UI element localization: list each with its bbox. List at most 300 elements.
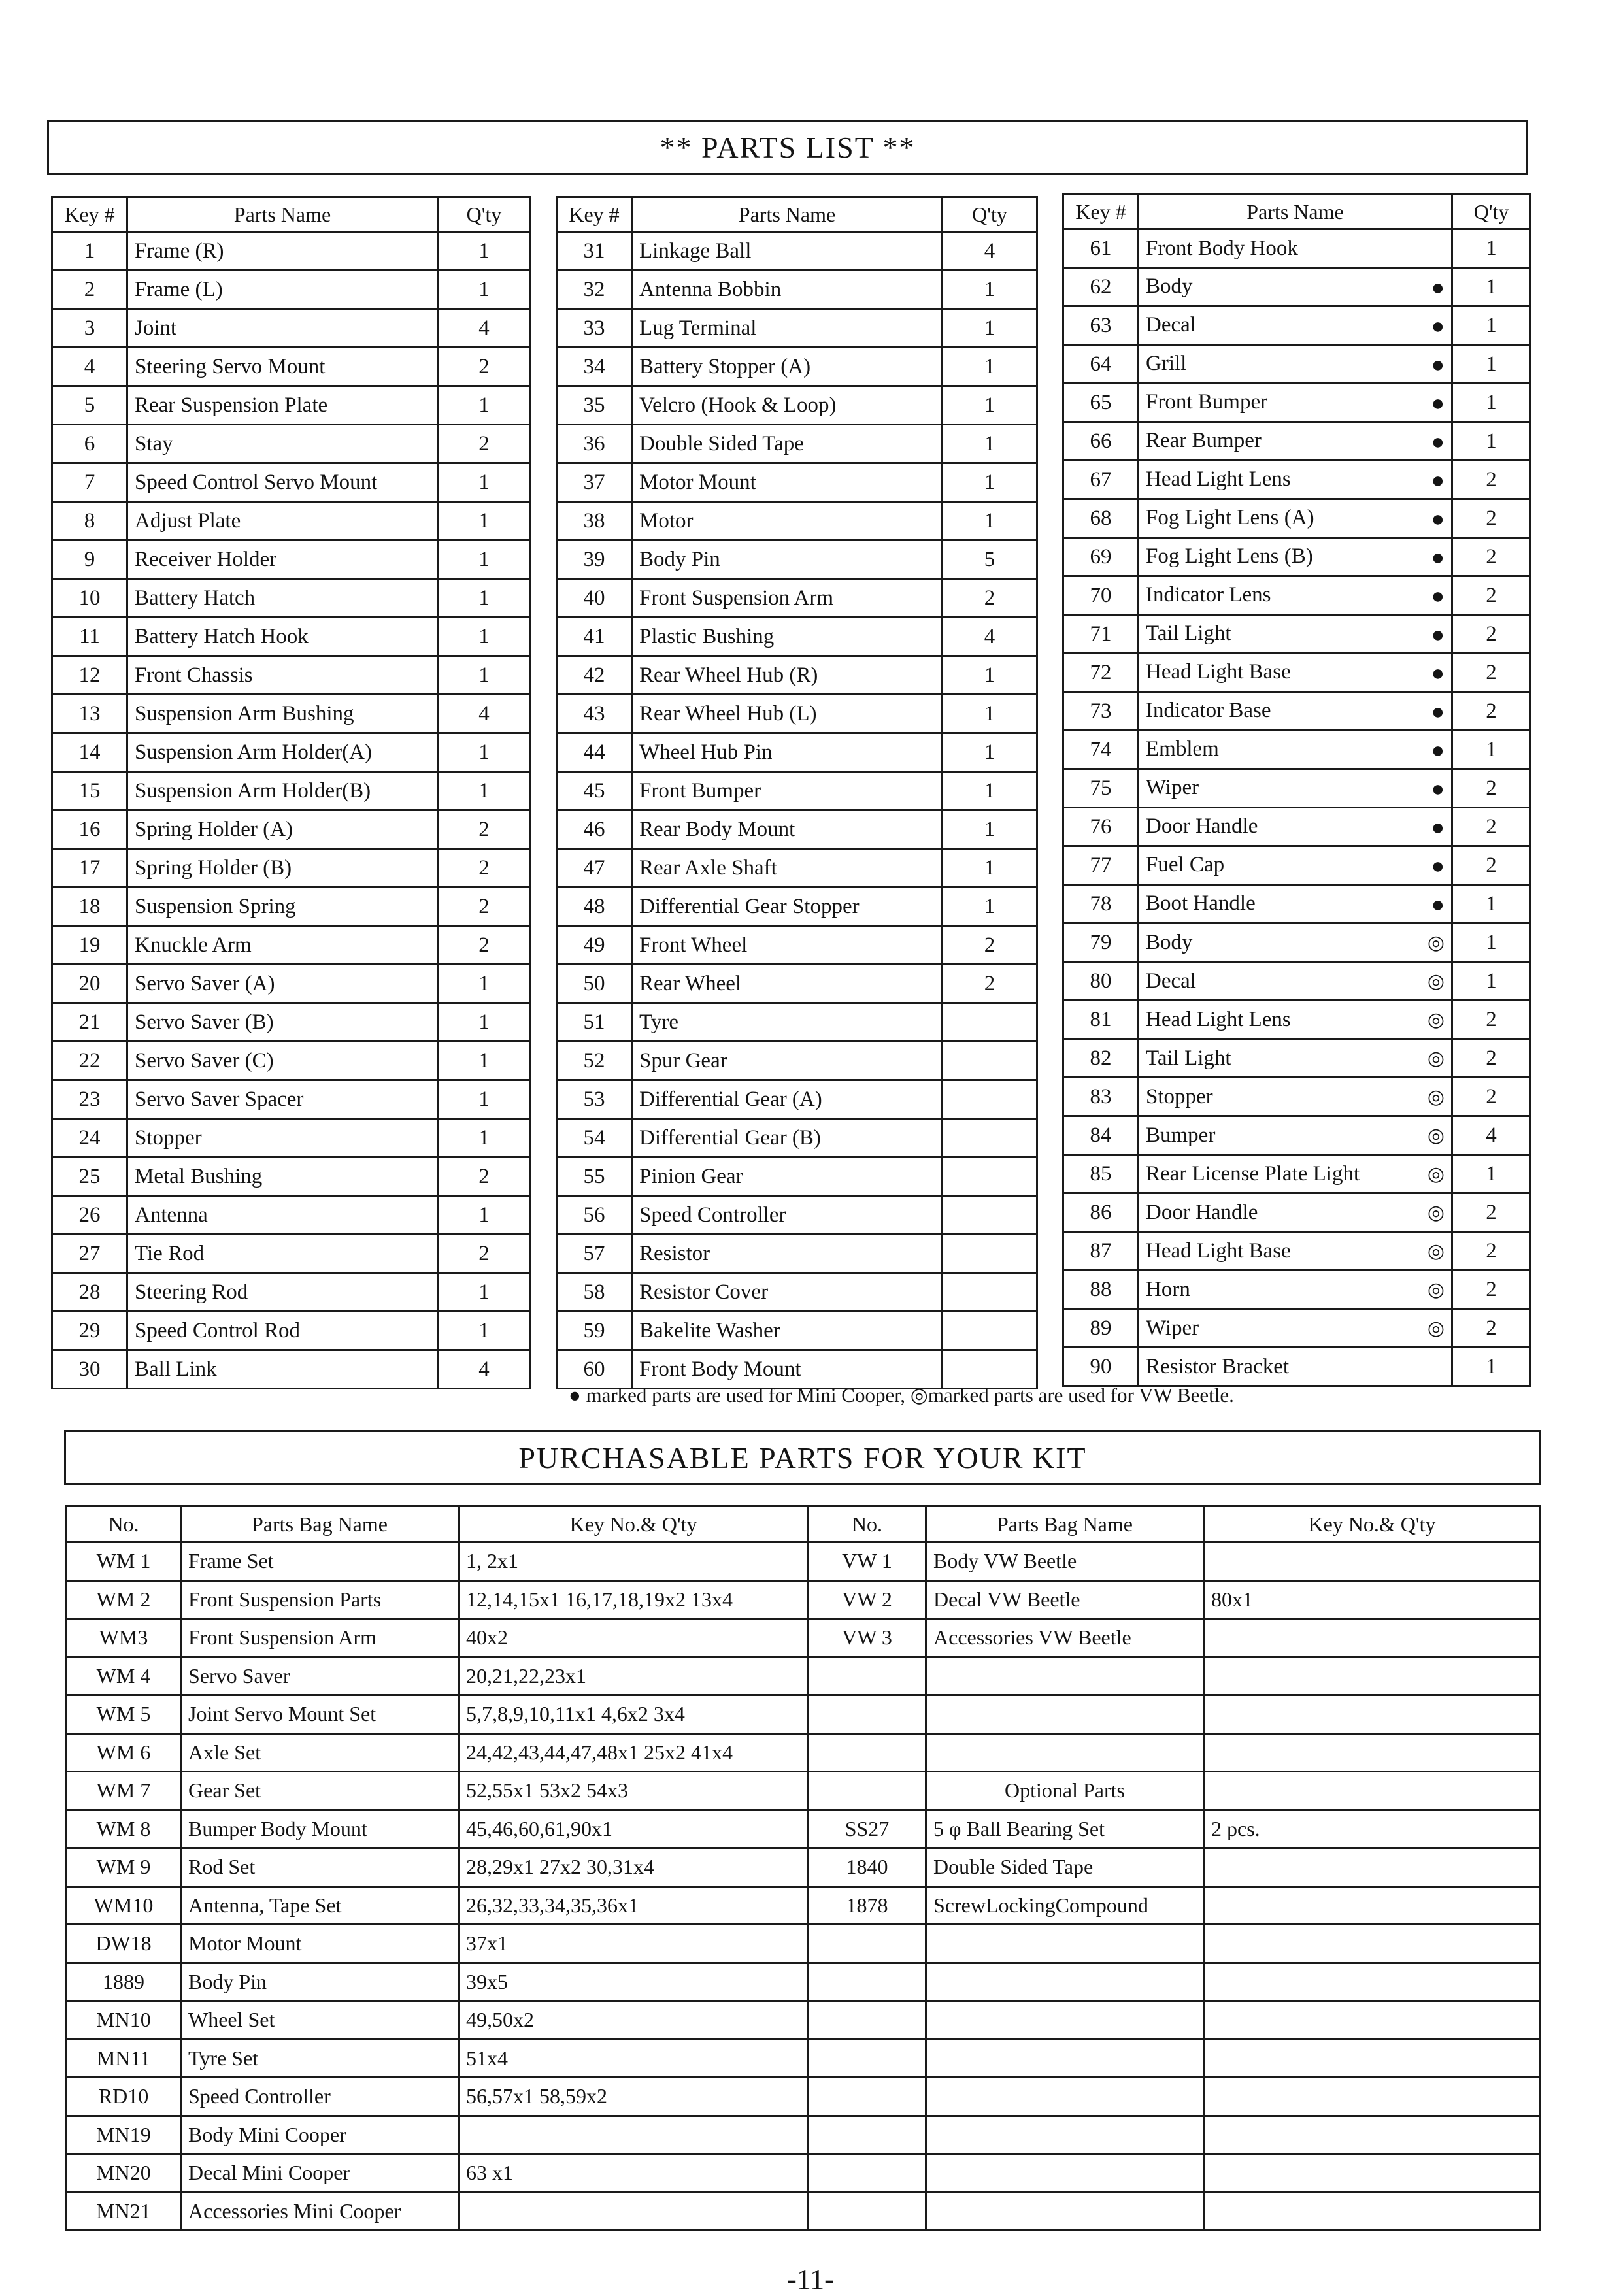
part-qty: 2 — [1452, 769, 1531, 808]
bag-no: WM 4 — [67, 1657, 181, 1695]
key-qty-2 — [1204, 2116, 1541, 2154]
part-name — [1139, 268, 1452, 307]
part-name — [1139, 654, 1452, 692]
key-qty-2 — [1204, 1733, 1541, 1772]
part-name — [632, 463, 943, 502]
bag-name-2: ScrewLockingCompound — [926, 1886, 1204, 1925]
parts-row — [1063, 538, 1531, 576]
part-qty: 1 — [438, 965, 531, 1003]
part-qty: 2 — [1452, 808, 1531, 846]
part-key: 35 — [557, 386, 632, 425]
part-name-text: Spring Holder (A) — [135, 817, 293, 841]
part-key: 8 — [52, 502, 127, 541]
part-name — [632, 1273, 943, 1312]
mini-cooper-mark-icon: ● — [1431, 661, 1445, 686]
part-key: 27 — [52, 1235, 127, 1273]
bag-no-2 — [809, 1695, 926, 1734]
bag-no: WM3 — [67, 1619, 181, 1657]
bag-no: WM10 — [67, 1886, 181, 1925]
parts-row — [52, 1273, 531, 1312]
part-name — [632, 849, 943, 888]
vw-beetle-mark-icon: ◎ — [1427, 1163, 1445, 1185]
parts-row — [52, 965, 531, 1003]
vw-beetle-mark-icon: ◎ — [1427, 1240, 1445, 1262]
part-name-text: Lug Terminal — [639, 316, 757, 340]
purchasable-row — [67, 1810, 1541, 1848]
bag-name-2: Double Sided Tape — [926, 1848, 1204, 1887]
bag-name-2: 5 φ Ball Bearing Set — [926, 1810, 1204, 1848]
part-key: 3 — [52, 309, 127, 348]
part-name-text: Body — [1146, 930, 1193, 954]
parts-row — [557, 849, 1037, 888]
bag-name: Motor Mount — [181, 1925, 459, 1963]
part-key: 66 — [1063, 422, 1139, 461]
part-name-text: Antenna — [135, 1203, 208, 1227]
header-parts-name: Parts Name — [632, 197, 943, 232]
part-name-text: Front Suspension Arm — [639, 586, 834, 610]
part-name — [127, 1042, 438, 1080]
part-qty: 1 — [1452, 1348, 1531, 1386]
part-key: 12 — [52, 656, 127, 695]
parts-row — [52, 849, 531, 888]
parts-row — [52, 1119, 531, 1157]
header-parts-name: Parts Name — [1139, 195, 1452, 229]
key-qty — [459, 2116, 809, 2154]
part-name-text: Decal — [1146, 313, 1196, 337]
part-name — [1139, 615, 1452, 654]
parts-table-2 — [556, 196, 1038, 1389]
part-qty: 2 — [1452, 1271, 1531, 1309]
mini-cooper-mark-icon: ● — [1431, 893, 1445, 917]
parts-row — [1063, 576, 1531, 615]
part-name-text: Joint — [135, 316, 177, 340]
mini-cooper-mark-icon: ● — [1431, 391, 1445, 416]
bag-name: Front Suspension Parts — [181, 1580, 459, 1619]
part-name — [1139, 1232, 1452, 1271]
key-qty: 49,50x2 — [459, 2001, 809, 2040]
part-key: 28 — [52, 1273, 127, 1312]
part-key: 16 — [52, 810, 127, 849]
parts-row — [557, 810, 1037, 849]
purchasable-row — [67, 2154, 1541, 2193]
bag-no-2 — [809, 2116, 926, 2154]
part-name-text: Frame (R) — [135, 239, 224, 263]
part-name-text: Servo Saver (C) — [135, 1048, 274, 1073]
part-qty: 1 — [438, 1042, 531, 1080]
key-qty: 20,21,22,23x1 — [459, 1657, 809, 1695]
bag-name-2: Body VW Beetle — [926, 1542, 1204, 1581]
part-key: 84 — [1063, 1116, 1139, 1155]
part-name — [127, 425, 438, 463]
part-key: 76 — [1063, 808, 1139, 846]
part-name — [632, 656, 943, 695]
part-key: 41 — [557, 618, 632, 656]
part-qty: 1 — [943, 695, 1037, 733]
parts-row — [52, 618, 531, 656]
part-name — [127, 502, 438, 541]
parts-row — [1063, 1232, 1531, 1271]
part-key: 57 — [557, 1235, 632, 1273]
part-qty: 2 — [1452, 1001, 1531, 1039]
part-name-text: Suspension Arm Bushing — [135, 701, 354, 725]
parts-row — [52, 656, 531, 695]
header-bag-name: Parts Bag Name — [181, 1506, 459, 1542]
part-name-text: Head Light Lens — [1146, 1007, 1291, 1031]
part-key: 85 — [1063, 1155, 1139, 1193]
part-name-text: Front Bumper — [639, 778, 761, 803]
bag-name: Frame Set — [181, 1542, 459, 1581]
key-qty: 63 x1 — [459, 2154, 809, 2193]
part-name-text: Stopper — [135, 1125, 202, 1150]
part-key: 24 — [52, 1119, 127, 1157]
part-name-text: Servo Saver Spacer — [135, 1087, 304, 1111]
part-name-text: Rear Wheel Hub (L) — [639, 701, 817, 725]
part-key: 5 — [52, 386, 127, 425]
part-name-text: Servo Saver (A) — [135, 971, 275, 995]
part-qty: 2 — [943, 926, 1037, 965]
part-key: 86 — [1063, 1193, 1139, 1232]
part-name-text: Indicator Lens — [1146, 583, 1271, 607]
part-name — [127, 772, 438, 810]
part-name — [632, 271, 943, 309]
part-key: 40 — [557, 579, 632, 618]
part-qty: 1 — [943, 271, 1037, 309]
purchasable-row — [67, 1886, 1541, 1925]
part-qty: 1 — [438, 502, 531, 541]
bag-no: MN11 — [67, 2039, 181, 2078]
purchasable-title-box — [64, 1430, 1541, 1485]
part-name-text: Suspension Arm Holder(B) — [135, 778, 371, 803]
part-name — [127, 1350, 438, 1389]
part-name — [127, 271, 438, 309]
parts-row — [52, 1157, 531, 1196]
part-qty: 1 — [438, 1273, 531, 1312]
part-name-text: Rear Bumper — [1146, 429, 1262, 452]
part-name — [1139, 846, 1452, 885]
part-name — [1139, 962, 1452, 1001]
purchasable-row — [67, 2039, 1541, 2078]
parts-row — [1063, 268, 1531, 307]
part-key: 4 — [52, 348, 127, 386]
parts-row — [52, 1312, 531, 1350]
part-key: 49 — [557, 926, 632, 965]
part-key: 81 — [1063, 1001, 1139, 1039]
part-name-text: Plastic Bushing — [639, 624, 775, 648]
mini-cooper-mark-icon: ● — [1431, 700, 1445, 724]
part-key: 26 — [52, 1196, 127, 1235]
part-key: 75 — [1063, 769, 1139, 808]
part-name-text: Door Handle — [1146, 1200, 1258, 1224]
key-qty: 52,55x1 53x2 54x3 — [459, 1772, 809, 1810]
parts-row — [52, 463, 531, 502]
part-name — [1139, 307, 1452, 345]
mini-cooper-mark-icon: ● — [1431, 623, 1445, 647]
bag-name-2: Decal VW Beetle — [926, 1580, 1204, 1619]
bag-name: Axle Set — [181, 1733, 459, 1772]
parts-row — [52, 810, 531, 849]
parts-table-3 — [1062, 193, 1531, 1387]
parts-row — [557, 386, 1037, 425]
bag-name-2 — [926, 1657, 1204, 1695]
parts-row — [52, 348, 531, 386]
key-qty: 12,14,15x1 16,17,18,19x2 13x4 — [459, 1580, 809, 1619]
part-name — [1139, 808, 1452, 846]
part-key: 44 — [557, 733, 632, 772]
part-key: 87 — [1063, 1232, 1139, 1271]
bag-name-2 — [926, 1925, 1204, 1963]
part-key: 78 — [1063, 885, 1139, 923]
mini-cooper-mark-icon: ● — [1431, 469, 1445, 493]
part-key: 46 — [557, 810, 632, 849]
part-name — [127, 965, 438, 1003]
part-qty: 1 — [943, 810, 1037, 849]
bag-name-2 — [926, 2192, 1204, 2231]
part-name-text: Suspension Arm Holder(A) — [135, 740, 372, 764]
header-key: Key # — [1063, 195, 1139, 229]
parts-row — [557, 502, 1037, 541]
key-qty-2 — [1204, 1963, 1541, 2001]
parts-row — [557, 733, 1037, 772]
vw-beetle-mark-icon: ◎ — [1427, 1047, 1445, 1069]
key-qty-2 — [1204, 1657, 1541, 1695]
part-key: 9 — [52, 541, 127, 579]
part-name — [1139, 731, 1452, 769]
parts-row — [557, 541, 1037, 579]
bag-name: Tyre Set — [181, 2039, 459, 2078]
part-qty: 2 — [1452, 846, 1531, 885]
purchasable-row — [67, 1580, 1541, 1619]
bag-no: WM 6 — [67, 1733, 181, 1772]
bag-no: WM 2 — [67, 1580, 181, 1619]
purchasable-row — [67, 1619, 1541, 1657]
part-qty: 2 — [438, 810, 531, 849]
part-name-text: Differential Gear (A) — [639, 1087, 822, 1111]
part-name-text: Spur Gear — [639, 1048, 727, 1073]
header-no: No. — [809, 1506, 926, 1542]
part-name — [632, 502, 943, 541]
bag-no: 1889 — [67, 1963, 181, 2001]
key-qty-2 — [1204, 1886, 1541, 1925]
part-name — [632, 1119, 943, 1157]
part-key: 1 — [52, 232, 127, 271]
part-name-text: Tyre — [639, 1010, 678, 1034]
part-qty: 2 — [438, 1235, 531, 1273]
part-name — [1139, 1348, 1452, 1386]
part-qty: 4 — [438, 1350, 531, 1389]
parts-row — [52, 309, 531, 348]
part-name-text: Velcro (Hook & Loop) — [639, 393, 837, 417]
part-name — [1139, 1116, 1452, 1155]
key-qty-2 — [1204, 1848, 1541, 1887]
part-name — [1139, 923, 1452, 962]
part-qty: 2 — [438, 849, 531, 888]
part-name — [632, 1235, 943, 1273]
part-name — [127, 348, 438, 386]
part-qty: 1 — [943, 733, 1037, 772]
part-name-text: Rear Body Mount — [639, 817, 795, 841]
part-name — [127, 541, 438, 579]
part-qty: 1 — [1452, 885, 1531, 923]
bag-no-2 — [809, 2039, 926, 2078]
purchasable-title: PURCHASABLE PARTS FOR YOUR KIT — [518, 1440, 1087, 1474]
bag-name: Speed Controller — [181, 2078, 459, 2116]
part-name-text: Bakelite Washer — [639, 1318, 780, 1342]
part-qty: 2 — [1452, 461, 1531, 499]
key-qty: 51x4 — [459, 2039, 809, 2078]
part-qty — [943, 1157, 1037, 1196]
part-name — [632, 579, 943, 618]
bag-name: Body Mini Cooper — [181, 2116, 459, 2154]
purchasable-row — [67, 1925, 1541, 1963]
part-name — [127, 849, 438, 888]
key-qty: 56,57x1 58,59x2 — [459, 2078, 809, 2116]
parts-row — [52, 1003, 531, 1042]
part-name-text: Steering Rod — [135, 1280, 248, 1304]
part-name — [632, 888, 943, 926]
part-key: 19 — [52, 926, 127, 965]
vw-beetle-mark-icon: ◎ — [1427, 1317, 1445, 1339]
part-name — [632, 1042, 943, 1080]
mini-cooper-mark-icon: ● — [1431, 777, 1445, 801]
parts-row — [52, 232, 531, 271]
part-name — [1139, 345, 1452, 384]
part-name-text: Speed Control Servo Mount — [135, 470, 378, 494]
parts-row — [557, 309, 1037, 348]
marking-legend: ● marked parts are used for Mini Cooper, ◎marked parts are used for VW Beetle. — [569, 1384, 1234, 1406]
bag-name-2 — [926, 2078, 1204, 2116]
part-qty: 1 — [438, 541, 531, 579]
part-name — [632, 1003, 943, 1042]
parts-row — [1063, 731, 1531, 769]
bag-name: Antenna, Tape Set — [181, 1886, 459, 1925]
part-key: 15 — [52, 772, 127, 810]
part-key: 48 — [557, 888, 632, 926]
part-name — [632, 386, 943, 425]
part-key: 20 — [52, 965, 127, 1003]
vw-beetle-mark-icon: ◎ — [1427, 970, 1445, 992]
key-qty-2 — [1204, 2001, 1541, 2040]
part-qty: 1 — [438, 579, 531, 618]
parts-row — [52, 541, 531, 579]
part-name-text: Head Light Base — [1146, 1239, 1291, 1263]
part-name-text: Front Body Hook — [1146, 236, 1298, 260]
bag-no: WM 5 — [67, 1695, 181, 1734]
parts-row — [557, 1312, 1037, 1350]
part-qty: 2 — [1452, 1232, 1531, 1271]
part-qty: 2 — [1452, 576, 1531, 615]
part-key: 90 — [1063, 1348, 1139, 1386]
part-name-text: Differential Gear (B) — [639, 1125, 821, 1150]
part-name — [127, 309, 438, 348]
bag-name: Bumper Body Mount — [181, 1810, 459, 1848]
part-key: 30 — [52, 1350, 127, 1389]
parts-row — [557, 1119, 1037, 1157]
parts-row — [52, 386, 531, 425]
part-qty: 1 — [1452, 307, 1531, 345]
part-name-text: Rear Suspension Plate — [135, 393, 328, 417]
part-name-text: Fog Light Lens (A) — [1146, 506, 1314, 529]
part-name-text: Double Sided Tape — [639, 431, 804, 456]
part-qty: 2 — [1452, 1039, 1531, 1078]
bag-no: DW18 — [67, 1925, 181, 1963]
part-name — [127, 386, 438, 425]
part-name-text: Rear License Plate Light — [1146, 1161, 1360, 1186]
part-qty: 1 — [438, 772, 531, 810]
part-name — [632, 772, 943, 810]
part-name — [127, 1196, 438, 1235]
bag-no-2: VW 2 — [809, 1580, 926, 1619]
parts-row — [1063, 1116, 1531, 1155]
mini-cooper-mark-icon: ● — [1431, 353, 1445, 377]
part-key: 31 — [557, 232, 632, 271]
part-qty: 1 — [1452, 422, 1531, 461]
part-qty: 4 — [943, 232, 1037, 271]
part-key: 65 — [1063, 384, 1139, 422]
part-key: 79 — [1063, 923, 1139, 962]
part-name — [1139, 461, 1452, 499]
key-qty-2: 80x1 — [1204, 1580, 1541, 1619]
key-qty-2 — [1204, 1695, 1541, 1734]
part-key: 17 — [52, 849, 127, 888]
part-qty: 2 — [438, 888, 531, 926]
part-name — [632, 733, 943, 772]
part-name-text: Differential Gear Stopper — [639, 894, 860, 918]
parts-row — [1063, 1193, 1531, 1232]
bag-no: WM 9 — [67, 1848, 181, 1887]
parts-row — [1063, 846, 1531, 885]
part-qty — [943, 1350, 1037, 1389]
part-qty: 2 — [438, 1157, 531, 1196]
part-qty: 1 — [1452, 731, 1531, 769]
mini-cooper-mark-icon: ● — [1431, 854, 1445, 878]
part-qty: 1 — [1452, 923, 1531, 962]
part-key: 71 — [1063, 615, 1139, 654]
part-name — [632, 810, 943, 849]
part-key: 47 — [557, 849, 632, 888]
parts-list-title: ** PARTS LIST ** — [660, 130, 916, 164]
part-name-text: Servo Saver (B) — [135, 1010, 274, 1034]
vw-beetle-mark-icon: ◎ — [1427, 1086, 1445, 1108]
key-qty: 37x1 — [459, 1925, 809, 1963]
header-qty: Q'ty — [438, 197, 531, 232]
part-key: 69 — [1063, 538, 1139, 576]
parts-row — [52, 772, 531, 810]
part-key: 55 — [557, 1157, 632, 1196]
part-qty: 2 — [438, 348, 531, 386]
part-name — [127, 463, 438, 502]
part-key: 52 — [557, 1042, 632, 1080]
bag-no: WM 8 — [67, 1810, 181, 1848]
part-key: 22 — [52, 1042, 127, 1080]
part-name — [1139, 692, 1452, 731]
part-qty — [943, 1080, 1037, 1119]
part-name — [1139, 769, 1452, 808]
part-qty — [943, 1273, 1037, 1312]
key-qty-2 — [1204, 1772, 1541, 1810]
vw-beetle-mark-icon: ◎ — [1427, 1124, 1445, 1146]
part-key: 63 — [1063, 307, 1139, 345]
part-key: 88 — [1063, 1271, 1139, 1309]
part-key: 37 — [557, 463, 632, 502]
part-qty: 2 — [1452, 692, 1531, 731]
part-name-text: Tie Rod — [135, 1241, 205, 1265]
parts-row — [52, 1350, 531, 1389]
part-qty: 1 — [943, 425, 1037, 463]
parts-row — [557, 965, 1037, 1003]
bag-no: WM 7 — [67, 1772, 181, 1810]
part-key: 11 — [52, 618, 127, 656]
part-key: 62 — [1063, 268, 1139, 307]
